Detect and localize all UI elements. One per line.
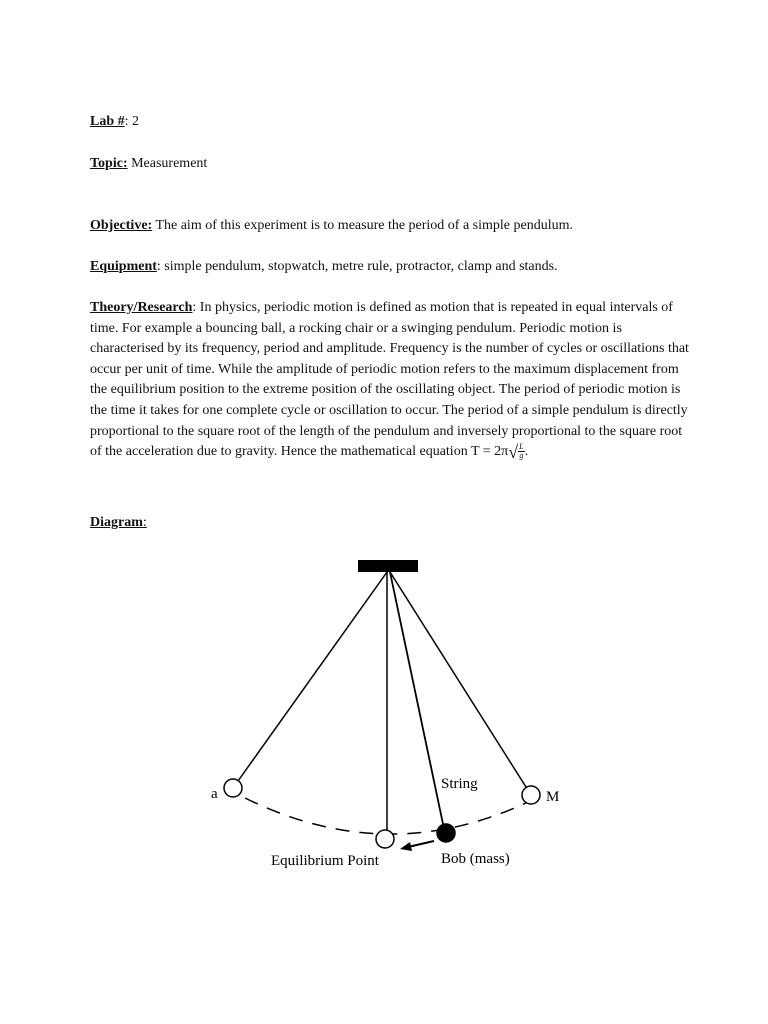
topic-value: Measurement — [127, 156, 208, 171]
lab-number-value: : 2 — [124, 114, 140, 129]
bob-equilibrium — [376, 830, 394, 848]
objective-text: The aim of this experiment is to measure the period of a simple pendulum. — [152, 218, 574, 233]
formula-suffix: . — [524, 444, 529, 460]
pendulum-diagram — [200, 550, 570, 880]
fraction-numerator: L — [519, 442, 524, 452]
left-marker-label: a — [211, 786, 218, 802]
objective-line — [90, 216, 573, 236]
theory-label: Theory/Research — [90, 300, 193, 315]
theory-paragraph — [90, 298, 690, 463]
string-label: String — [441, 776, 478, 792]
motion-arrow-shaft — [408, 841, 434, 847]
pendulum-support-bar — [358, 560, 418, 572]
objective-label: Objective: — [90, 218, 153, 233]
diagram-label-colon: : — [142, 515, 147, 530]
formula-prefix: T = 2π — [470, 444, 509, 460]
equipment-line — [90, 257, 558, 277]
equilibrium-point-label: Equilibrium Point — [271, 853, 379, 869]
bob-right-extreme — [522, 786, 540, 804]
lab-number-label: Lab # — [90, 114, 125, 129]
fraction-denominator: g — [519, 451, 524, 461]
topic-line — [90, 154, 207, 174]
topic-label: Topic: — [90, 156, 128, 171]
bob-current — [437, 824, 455, 842]
bob-left-extreme — [224, 779, 242, 797]
motion-arrow-head — [400, 842, 412, 851]
equipment-text: : simple pendulum, stopwatch, metre rule, protractor, clamp and stands. — [156, 259, 558, 274]
string-left-extreme — [238, 572, 387, 781]
diagram-heading — [90, 513, 147, 533]
bob-mass-label: Bob (mass) — [441, 851, 510, 867]
period-formula — [470, 441, 529, 462]
lab-number-line — [90, 112, 139, 132]
equipment-label: Equipment — [90, 259, 157, 274]
string-current-bob — [390, 572, 443, 824]
theory-text: : In physics, periodic motion is defined as motion that is repeated in equal intervals of time. For example a bouncing ball, a rocking chair or a swinging pendulum. Periodic motion is characterised by its frequency, period and amplitude. Frequency is the number of cycles or oscillations that occur per unit of time. While the amplitude of periodic motion refers to the maximum displacement from the equilibrium position to the extreme position of the oscillating object. The period of periodic motion is the time it takes for one complete cycle or oscillation to occur. The period of a simple pendulum is directly proportional to the square root of the length of the pendulum and inversely proportional to the square root of the acceleration due to gravity. Hence the mathematical equation — [90, 300, 689, 460]
string-right-extreme — [390, 572, 526, 787]
diagram-label: Diagram — [90, 515, 143, 530]
right-marker-label: M — [546, 789, 560, 805]
sqrt-symbol: √ — [508, 441, 519, 462]
